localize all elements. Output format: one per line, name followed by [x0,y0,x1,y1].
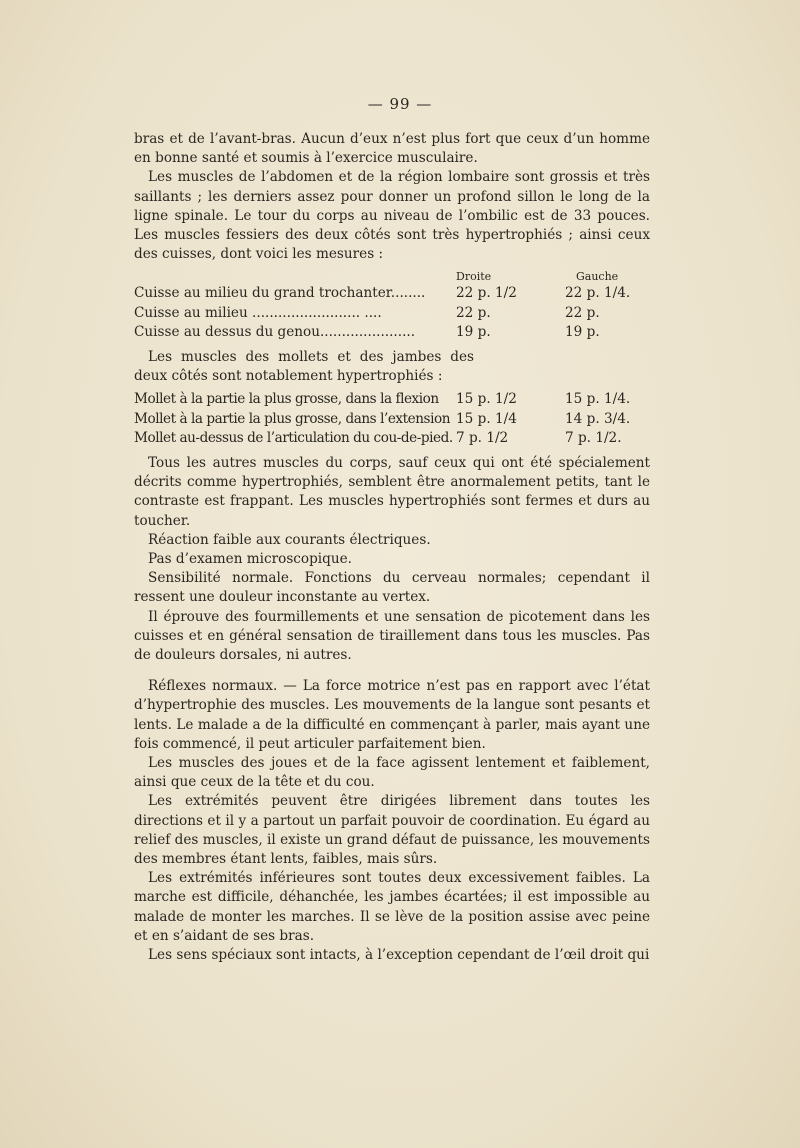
table-row [134,410,650,429]
row-label: Cuisse au dessus du genou...................... [134,323,416,340]
column-header-left: Gauche [576,270,619,284]
calf-measurements [134,390,650,448]
row-label: Mollet à la partie la plus grosse, dans l’extension [134,410,451,427]
left-value: 22 p. 1/4. [565,285,631,302]
table-row [134,429,650,448]
paragraph: Les sens spéciaux sont intacts, à l’exception cependant de l’œil droit qui [148,947,650,964]
paragraph: Réflexes normaux. — La force motrice n’est pas en rapport avec l’état d’hypertrophie des muscles. Les mouvements de la langue sont pesants et lents. Le malade a de la difficulté en commençant à parler, mais ayant une fois commencé, il peut articuler parfaitement bien. [134,678,650,752]
row-label: Cuisse au milieu du grand trochanter........ [134,285,426,302]
right-value: 15 p. 1/4 [456,410,517,427]
page-body [134,130,650,965]
paragraph: Les muscles de l’abdomen et de la région lombaire sont grossis et très saillants ; les derniers assez pour donner un profond sillon le long de la ligne spinale. Le tour du corps au niveau de l’ombilic est de 33 pouces. Les muscles fessiers des deux côtés sont très hypertrophiés ; ainsi ceux des cuisses, dont voici les mesures : [134,169,650,263]
paragraph: Les muscles des joues et de la face agissent lentement et faiblement, ainsi que ceux de la tête et du cou. [134,755,650,791]
left-value: 22 p. [565,304,600,321]
left-value: 19 p. [565,323,600,340]
left-value: 14 p. 3/4. [565,410,631,427]
right-value: 19 p. [456,323,491,340]
paragraph: Réaction faible aux courants électriques. [148,531,431,548]
paragraph: Les extrémités inférieures sont toutes deux excessivement faibles. La marche est difficile, déhanchée, les jambes écartées; il est impossible au malade de monter les marches. Il se lève de la position assise avec peine et en s’aidant de ses bras. [134,870,650,944]
right-value: 22 p. [456,304,491,321]
right-value: 15 p. 1/2 [456,391,517,408]
table-row [134,284,650,303]
row-label: Cuisse au milieu ......................... .... [134,304,382,321]
page-number: — 99 — [367,95,433,113]
right-value: 7 p. 1/2 [456,429,509,446]
measurement-table-header [134,264,650,284]
paragraph: Les muscles des mollets et des jambes des deux côtés sont notablement hypertrophiés : [134,348,474,385]
paragraph: Il éprouve des fourmillements et une sensation de picotement dans les cuisses et en général sensation de tiraillement dans tous les muscles. Pas de douleurs dorsales, ni autres. [134,608,650,663]
column-header-right: Droite [456,270,492,284]
paragraph: Les extrémités peuvent être dirigées librement dans toutes les directions et il y a partout un parfait pouvoir de coordination. Eu égard au relief des muscles, il existe un grand défaut de puissance, les mouvements des membres étant lents, faibles, mais sûrs. [134,793,650,868]
left-value: 7 p. 1/2. [565,429,622,446]
paragraph: bras et de l’avant-bras. Aucun d’eux n’est plus fort que ceux d’un homme en bonne santé et soumis à l’exercice musculaire. [134,131,650,167]
table-row [134,390,650,409]
table-row [134,304,650,323]
row-label: Mollet au-dessus de l’articulation du cou-de-pied. [134,429,453,446]
paragraph: Sensibilité normale. Fonctions du cerveau normales; cependant il ressent une douleur inconstante au vertex. [134,570,650,606]
right-value: 22 p. 1/2 [456,285,517,302]
table-row [134,323,650,342]
left-value: 15 p. 1/4. [565,391,631,408]
paragraph: Pas d’examen microscopique. [148,550,352,567]
thigh-measurements [134,284,650,342]
paragraph: Tous les autres muscles du corps, sauf ceux qui ont été spécialement décrits comme hypertrophiés, semblent être anormalement petits, tant le contraste est frappant. Les muscles hypertrophiés sont fermes et durs au toucher. [134,454,650,529]
row-label: Mollet à la partie la plus grosse, dans la flexion [134,391,439,408]
